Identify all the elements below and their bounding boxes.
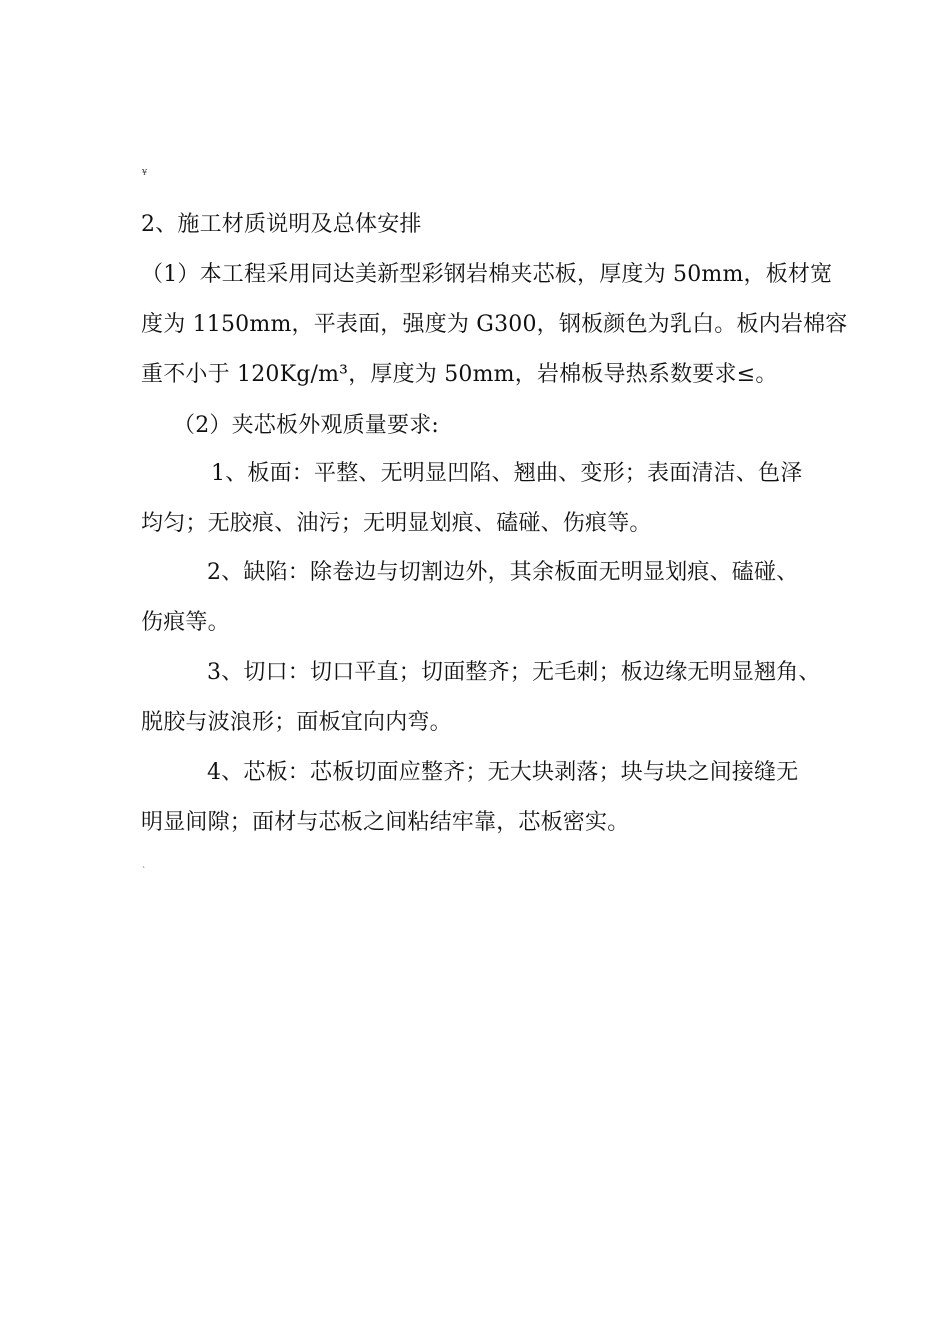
paragraph-1-line-3: 重不小于 120Kg/m³，厚度为 50mm，岩棉板导热系数要求≤。	[141, 362, 778, 387]
requirement-item-3-line-1: 3、切口：切口平直；切面整齐；无毛刺；板边缘无明显翘角、	[207, 660, 821, 685]
section-heading: 2、施工材质说明及总体安排	[141, 212, 422, 237]
bottom-mark: `	[142, 866, 146, 875]
requirement-item-1-line-1: 1、板面：平整、无明显凹陷、翘曲、变形；表面清洁、色泽	[211, 461, 803, 486]
requirement-item-2-line-1: 2、缺陷：除卷边与切割边外，其余板面无明显划痕、磕碰、	[207, 560, 799, 585]
requirement-item-2	[141, 548, 821, 648]
paragraph-1-line-2: 度为 1150mm，平表面，强度为 G300，钢板颜色为乳白。板内岩棉容	[141, 312, 848, 337]
requirement-item-4-line-1: 4、芯板：芯板切面应整齐；无大块剥落；块与块之间接缝无	[207, 760, 799, 785]
requirement-item-1-line-2: 均匀；无胶痕、油污；无明显划痕、磕碰、伤痕等。	[141, 511, 652, 536]
requirement-item-3-line-2: 脱胶与波浪形；面板宜向内弯。	[141, 710, 452, 735]
paragraph-1	[141, 250, 848, 400]
requirement-item-1	[141, 449, 821, 549]
paragraph-2: （2）夹芯板外观质量要求:	[173, 413, 440, 438]
top-mark: ¥	[142, 168, 148, 177]
requirement-item-3	[141, 648, 821, 748]
requirement-item-2-line-2: 伤痕等。	[141, 610, 230, 635]
requirement-item-4-line-2: 明显间隙；面材与芯板之间粘结牢靠，芯板密实。	[141, 810, 630, 835]
requirement-item-4	[141, 748, 821, 848]
paragraph-1-line-1: （1）本工程采用同达美新型彩钢岩棉夹芯板，厚度为 50mm，板材宽	[141, 262, 833, 287]
